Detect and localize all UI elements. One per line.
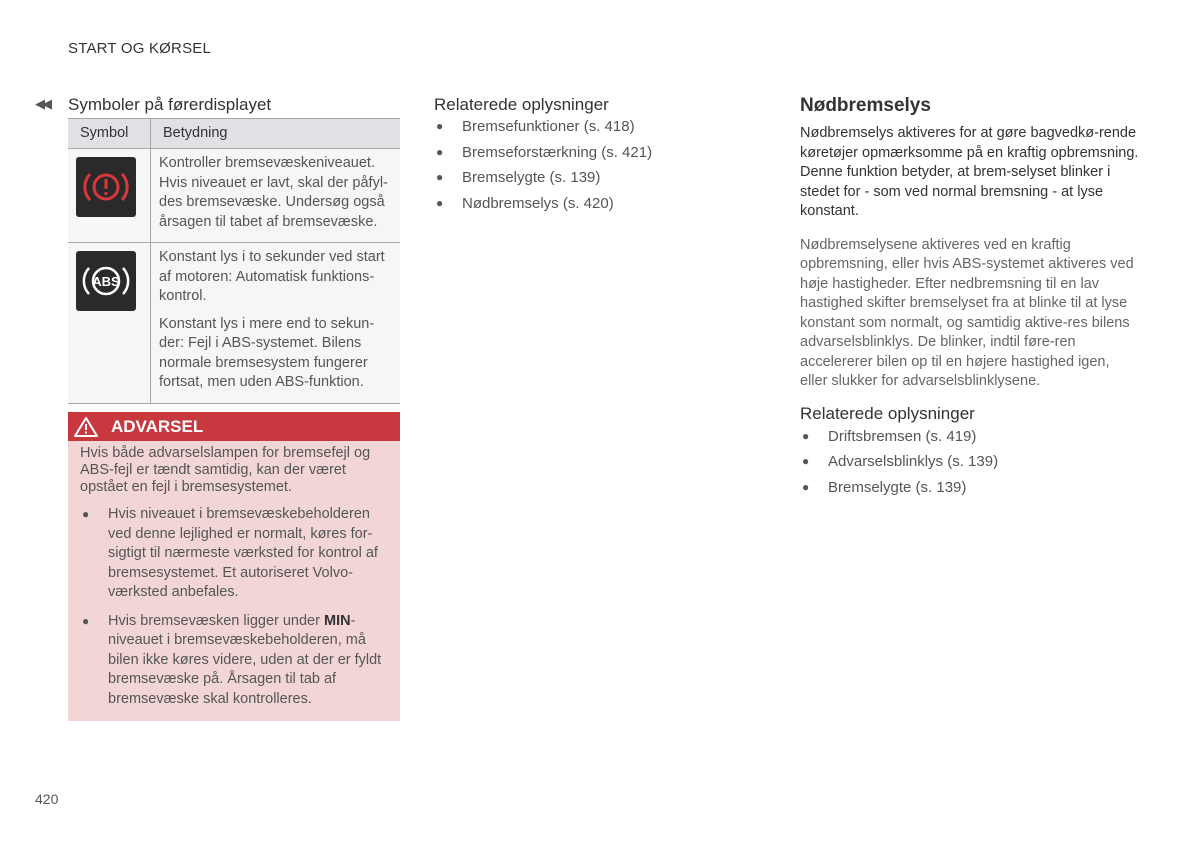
symbol-table (68, 118, 400, 404)
related-info-1 (434, 95, 652, 216)
bullet-icon: ● (436, 195, 444, 210)
bullet-icon: ● (436, 170, 444, 184)
bullet-icon: ● (802, 428, 810, 443)
related-link[interactable]: ● Bremselygte (s. 139) (800, 475, 1140, 501)
warning-header (68, 412, 400, 441)
bullet-icon: ● (436, 144, 444, 159)
section-title: Nødbremselys (800, 95, 931, 116)
warning-title: ADVARSEL (111, 416, 204, 436)
page-number: 420 (35, 791, 59, 807)
related-link[interactable]: ● Nødbremselys (s. 420) (434, 191, 652, 217)
table-row (68, 149, 400, 243)
row2-meaning-1: Konstant lys i to sekunder ved start af motoren: Automatisk funktions-kontrol. (159, 249, 385, 304)
bullet-icon: ● (82, 507, 90, 521)
back-arrows-icon[interactable]: ◀◀ (35, 96, 49, 111)
abs-icon (76, 251, 136, 311)
bullet-icon: ● (802, 454, 810, 468)
related-title: Relaterede oplysninger (434, 95, 609, 114)
body-paragraph: Nødbremselysene aktiveres ved en kraftig opbremsning, eller hvis ABS-systemet aktiveres ved høje hastigheder. Efter nedbremsning til en lav hastighed skifter bremselyset fra at blinke til at lyse konstant som normalt, og samtidig aktive-res bilens advarselsblinklys. De blinker, indtil føre-ren accelererer bilen op til en højere hastighed igen, eller slukker for advarselsblinklysene. (800, 236, 1134, 389)
related-link[interactable]: ● Driftsbremsen (s. 419) (800, 424, 1140, 450)
page-header: START OG KØRSEL (68, 40, 212, 57)
list-item: ● Hvis bremsevæsken ligger under MIN-niveauet i bremsevæskebeholderen, må bilen ikke køres videre, uden at der er fyldt bremsevæske på. Årsagen til tab af bremsevæske skal kontrolleres. (82, 612, 382, 707)
related-link[interactable]: ● Bremsefunktioner (s. 418) (434, 114, 652, 140)
emergency-brake-light-section (800, 95, 1140, 500)
row2-meaning-2: Konstant lys i mere end to sekun-der: Fejl i ABS-systemet. Bilens normale bremsesystem fungerer fortsat, men uden ABS-funktion. (159, 315, 375, 390)
row1-meaning: Kontroller bremsevæskeniveauet. Hvis niveauet er lavt, skal der påfyl-des bremsevæske. Undersøg også årsagen til tabet af bremsevæske. (159, 155, 388, 230)
bullet-icon: ● (802, 479, 810, 494)
related-link[interactable]: ● Advarselsblinklys (s. 139) (800, 449, 1140, 475)
brake-fluid-warning-icon (76, 157, 136, 217)
bullet-icon: ● (436, 119, 444, 133)
col-meaning-header: Betydning (151, 119, 401, 149)
related-title: Relaterede oplysninger (800, 403, 975, 423)
list-item: ● Hvis niveauet i bremsevæskebeholderen ved denne lejlighed er normalt, køres for-sigtigt til nærmeste værksted for kontrol af bremsesystemet. Et autoriseret Volvo-værksted anbefales. (82, 506, 378, 600)
abs-icon-label: ABS (92, 274, 120, 289)
bullet-icon: ● (82, 613, 90, 628)
warning-box (68, 412, 400, 721)
related-link[interactable]: ● Bremselygte (s. 139) (434, 165, 652, 191)
related-link[interactable]: ● Bremseforstærkning (s. 421) (434, 140, 652, 166)
warning-intro: Hvis både advarselslampen for bremsefejl og ABS-fejl er tændt samtidig, kan der været opstået en fejl i bremsesystemet. (80, 445, 371, 495)
warning-triangle-icon (73, 416, 99, 438)
col-symbol-header: Symbol (68, 119, 151, 149)
symbols-title: Symboler på førerdisplayet (68, 95, 272, 114)
intro-paragraph: Nødbremselys aktiveres for at gøre bagvedkø-rende køretøjer opmærksomme på en kraftig opbremsning. Denne funktion betyder, at brem-selyset blinker i stedet for - som ved normal bremsning - at lyse konstant. (800, 125, 1139, 219)
table-row (68, 243, 400, 404)
